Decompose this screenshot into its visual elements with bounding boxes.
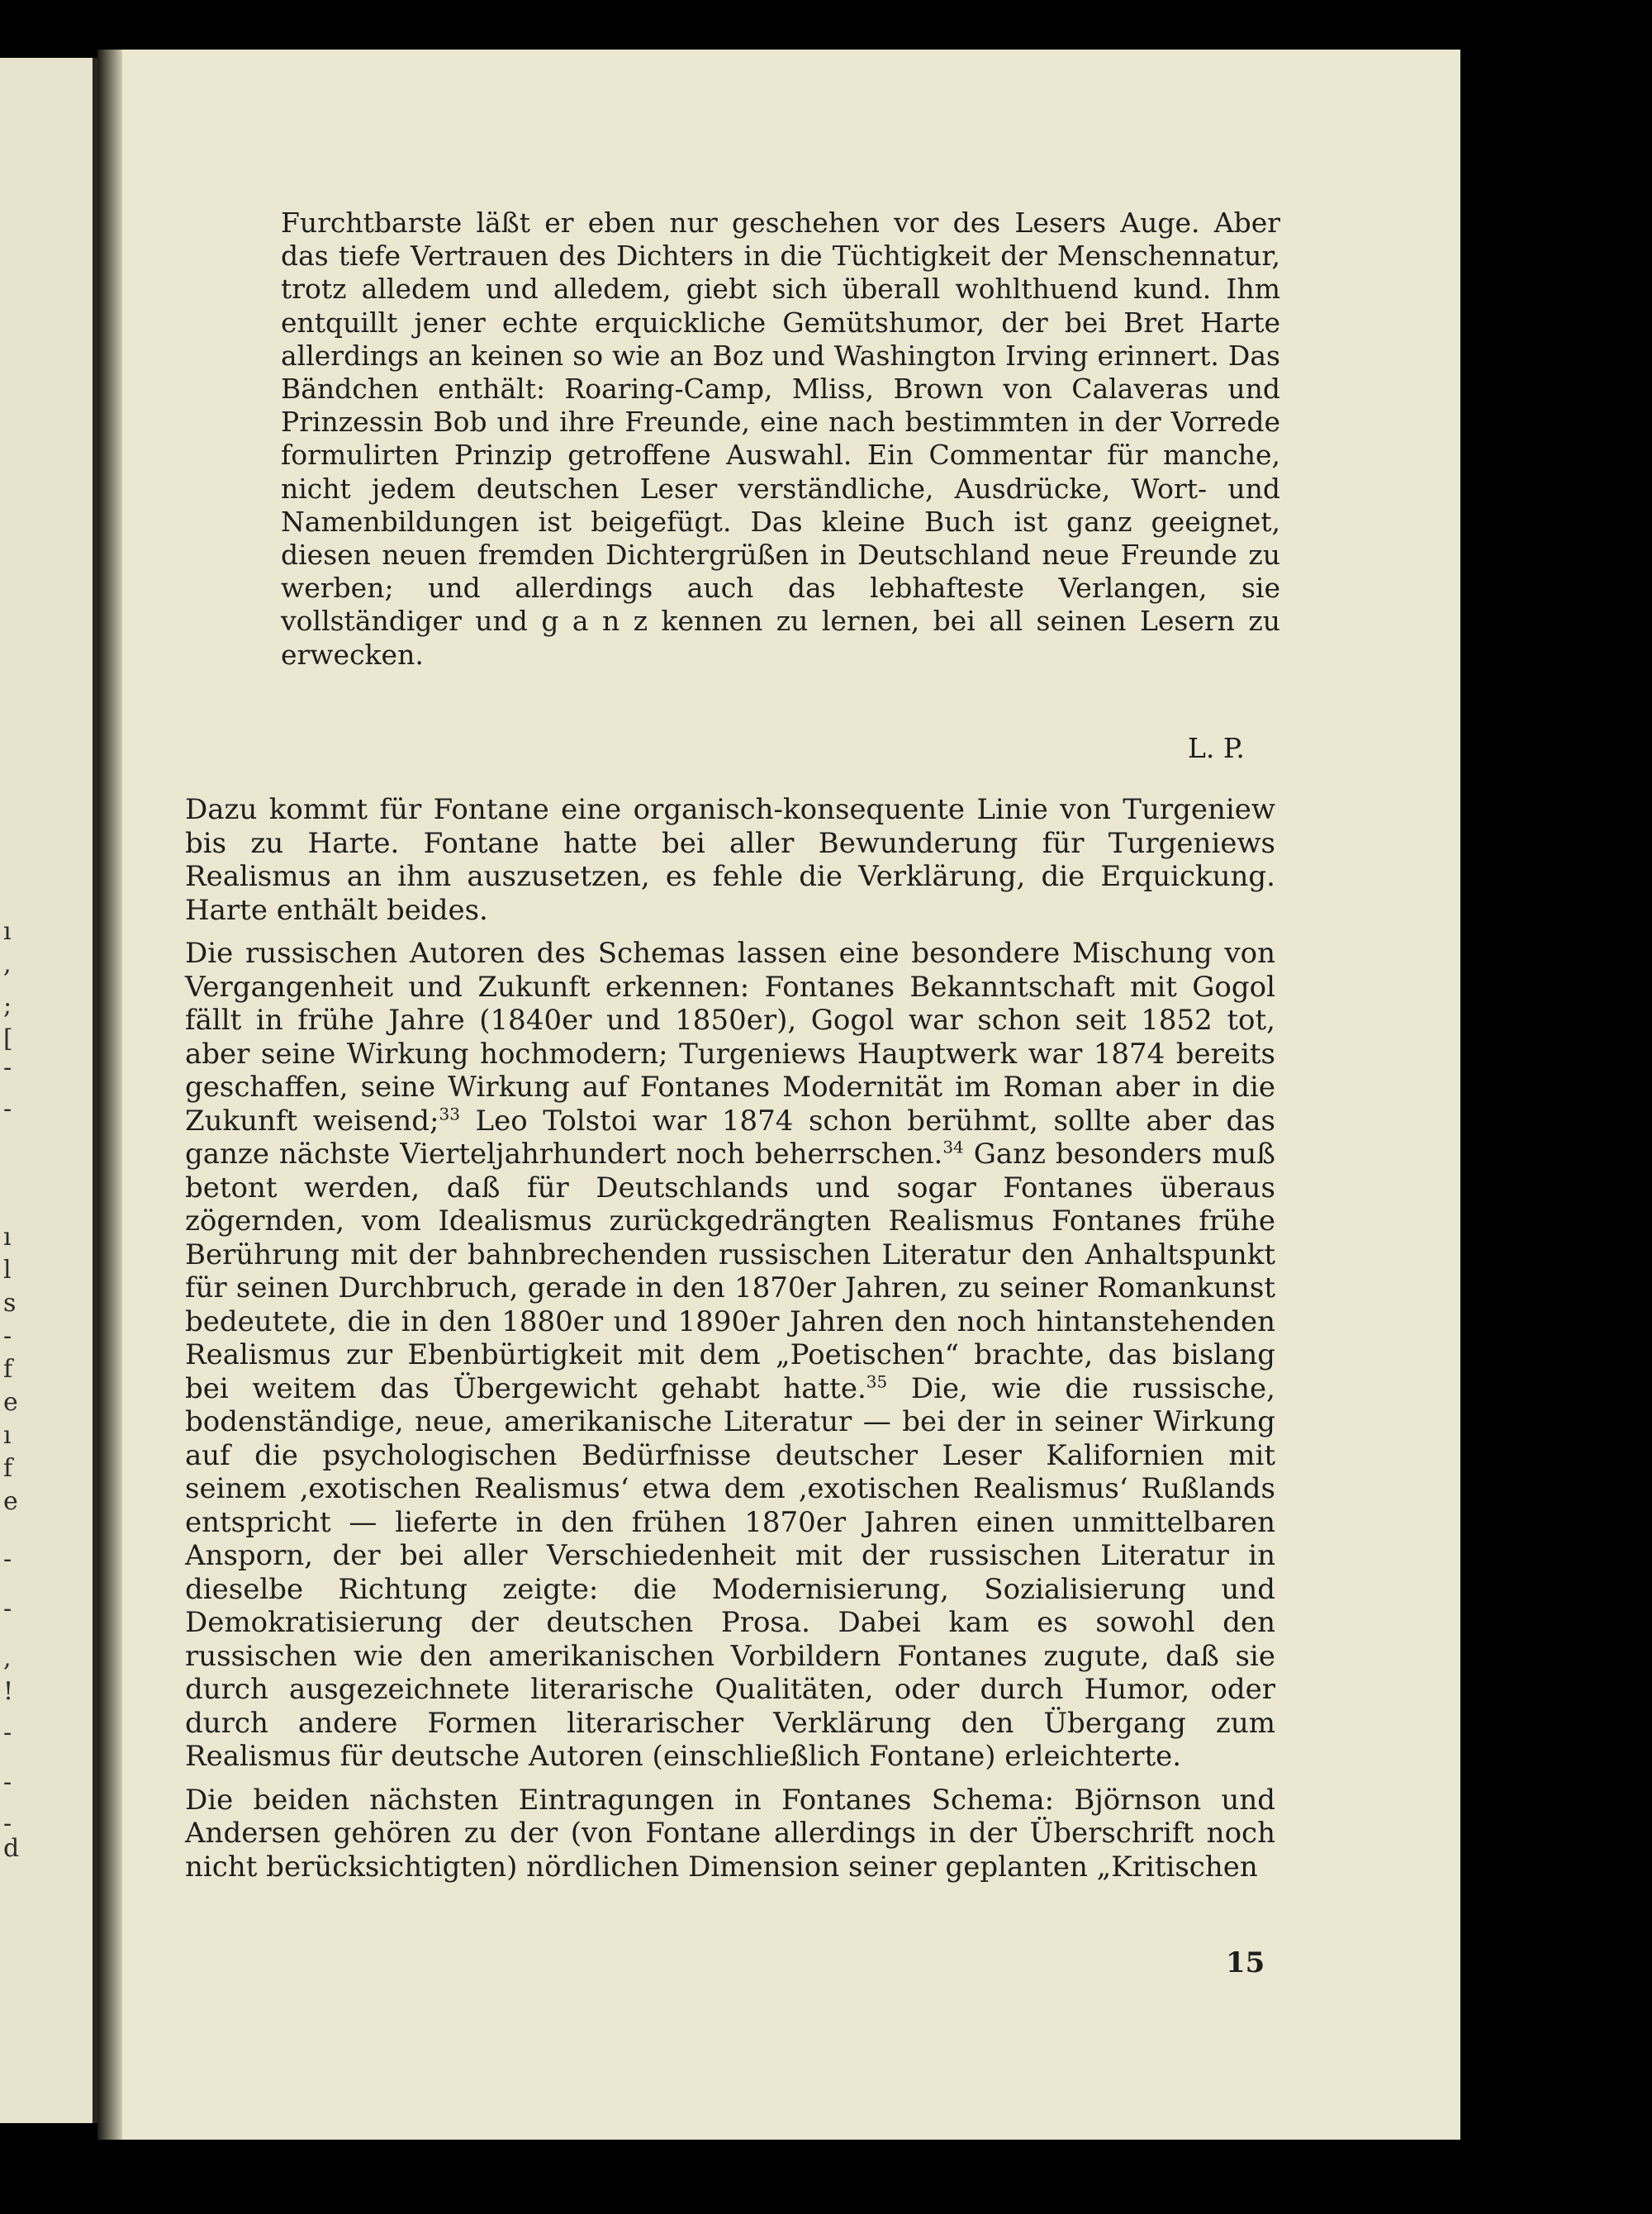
left-page-fragment: - [3,1095,12,1124]
review-quote: Furchtbarste läßt er eben nur geschehen vor des Lesers Auge. Aber das tiefe Vertrauen des Dichters in die Tüchtigkeit der Menschennatur, trotz alledem und alledem, giebt sich überall wohlthuend kund. Ihm entquillt jener echte erquickliche Gemütshumor, der bei Bret Harte allerdings an keinen so wie an Boz und Washington Irving erinnert. Das Bändchen enthält: Roaring-Camp, Mliss, Brown von Calaveras und Prinzessin Bob und ihre Freunde, eine nach bestimmten in der Vorrede formulirten Prinzip getroffene Auswahl. Ein Commentar für manche, nicht jedem deutschen Leser verständliche, Ausdrücke, Wort- und Namenbildungen ist beigefügt. Das kleine Buch ist ganz geeignet, diesen neuen fremden Dichtergrüßen in Deutschland neue Freunde zu werben; und allerdings auch das lebhafteste Verlangen, sie vollständiger und g a n z kennen zu lernen, bei all seinen Lesern zu erwecken. [281,207,1280,671]
left-page-fragment: ı [3,917,12,946]
left-page-fragment: , [3,1644,12,1673]
book-gutter [97,50,122,2140]
left-page-fragment: e [3,1487,18,1516]
book-page [122,50,1460,2140]
left-page-fragment: f [3,1454,13,1483]
left-page-fragment: - [3,1809,12,1838]
left-page-edge [0,58,97,2123]
left-page-fragment: - [3,1322,12,1351]
footnote-ref: 33 [439,1104,460,1124]
left-page-fragment: ; [3,991,12,1020]
left-page-fragment: f [3,1355,13,1384]
paragraph-text: Leo Tolstoi war 1874 schon berühmt, sollte aber das ganze nächste Vierteljahrhundert noch beherrschen. [185,1104,1276,1171]
page-number: 15 [1226,1946,1265,1979]
paragraph-text: Die, wie die russische, bodenständige, neue, amerikanische Literatur — bei der in seiner Wirkung auf die psychologischen Bedürfnisse deutscher Leser Kalifornien mit seinem ‚exotischen Realismus‘ etwa dem ‚exotischen Realismus‘ Rußlands entspricht — lieferte in den frühen 1870er Jahren einen unmittelbaren Ansporn, der bei aller Verschiedenheit mit der russischen Literatur in dieselbe Richtung zeigte: die Modernisierung, Sozialisierung und Demokratisierung der deutschen Prosa. Dabei kam es sowohl den russischen wie den amerikanischen Vorbildern Fontanes zugute, daß sie durch ausgezeichnete literarische Qualitäten, oder durch Humor, oder durch andere Formen literarischer Verklärung den Übergang zum Realismus für deutsche Autoren (einschließlich Fontane) erleichterte. [185,1371,1275,1773]
left-page-fragment: - [3,1718,12,1747]
paragraph-text: Die russischen Autoren des Schemas lassen eine besondere Mischung von Vergangenheit und Zukunft erkennen: Fontanes Bekanntschaft mit Gogol fällt in frühe Jahre (1840er und 1850er), Gogol war schon seit 1852 tot, aber seine Wirkung hochmodern; Turgeniews Hauptwerk war 1874 bereits geschaffen, seine Wirkung auf Fontanes Modernität im Roman aber in die Zukunft weisend; [185,937,1275,1138]
footnote-ref: 35 [866,1371,888,1392]
left-page-fragment: ı [3,1223,12,1252]
left-page-fragment: e [3,1388,18,1417]
left-page-fragment: ! [3,1677,14,1706]
left-page-fragment: [ [3,1024,13,1053]
paragraph-text: Ganz besonders muß betont werden, daß für Deutschlands und sogar Fontanes überaus zögernden, vom Idealismus zurückgedrängten Realismus Fontanes frühe Berührung mit der bahnbrechenden russischen Literatur den Anhaltspunkt für seinen Durchbruch, gerade in den 1870er Jahren, zu seiner Romankunst bedeutete, die in den 1880er und 1890er Jahren den noch hintanstehenden Realismus zur Ebenbürtigkeit mit dem „Poetischen“ brachte, das bislang bei weitem das Übergewicht gehabt hatte. [185,1138,1275,1405]
left-page-fragment: - [3,1053,12,1082]
left-page-fragment: ı [3,1421,12,1450]
left-page-fragment: d [3,1834,20,1863]
left-page-fragment: l [3,1256,12,1285]
left-page-fragment: - [3,1545,12,1574]
body-text [185,793,1275,1893]
left-page-fragment: - [3,1768,12,1797]
left-page-fragment: - [3,1594,12,1623]
footnote-ref: 34 [942,1137,964,1157]
quote-signature: L. P. [1188,732,1245,764]
paragraph: Dazu kommt für Fontane eine organisch-konsequente Linie von Turgeniew bis zu Harte. Fontane hatte bei aller Bewunderung für Turgeniews Realismus an ihm auszusetzen, es fehle die Verklärung, die Erquickung. Harte enthält beides. [185,793,1275,927]
paragraph [185,937,1275,1774]
left-page-fragment: , [3,950,12,979]
left-page-fragment: s [3,1289,17,1318]
paragraph: Die beiden nächsten Eintragungen in Fontanes Schema: Björnson und Andersen gehören zu der (von Fontane allerdings in der Überschrift noch nicht berücksichtigten) nördlichen Dimension seiner geplanten „Kritischen [185,1783,1275,1884]
